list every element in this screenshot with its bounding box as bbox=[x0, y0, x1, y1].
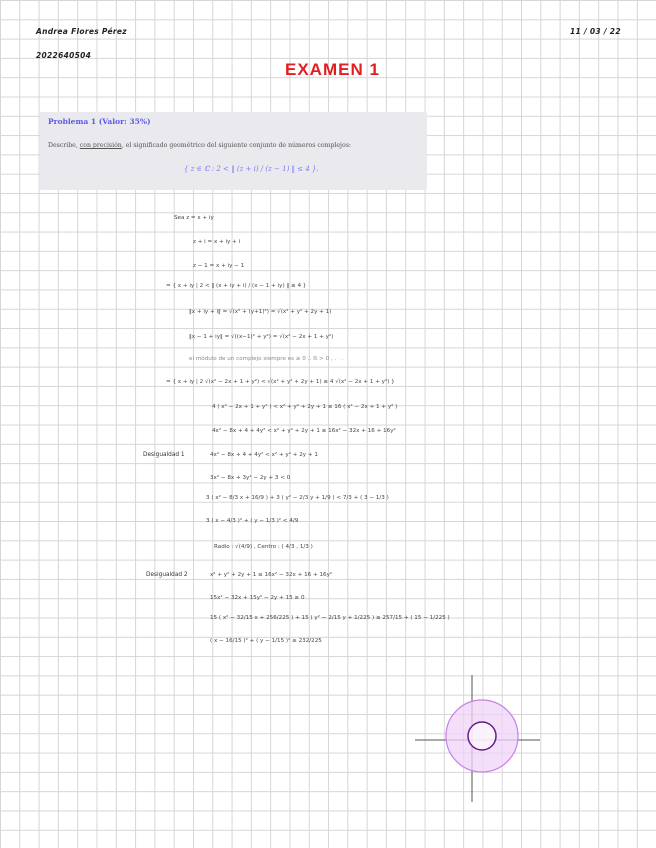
solution-line-18: 15 ( x² − 32/15 x + 256/225 ) + 15 ( y² − 2/15 y + 1/225 ) ≥ 257/15 + ( 15 − 1/225 ) bbox=[210, 615, 450, 621]
solution-line-10: 4x² − 8x + 4 + 4y² < x² + y² + 2y + 1 ≤ 16x² − 32x + 16 + 16y² bbox=[212, 428, 396, 434]
problem-set-expression: { z ∈ ℂ : 2 < ‖ (z + i) / (z − 1) ‖ ≤ 4 }. bbox=[184, 165, 319, 173]
inequality-2-label: Desigualdad 2 bbox=[146, 572, 188, 578]
solution-line-4: = { x + iy | 2 < ‖ (x + iy + i) / (x − 1 + iy) ‖ ≤ 4 } bbox=[166, 283, 307, 289]
solution-line-14: 3 ( x − 4/3 )² + ( y − 1/3 )² < 4/9 bbox=[206, 518, 299, 524]
annulus-diagram-icon bbox=[410, 670, 545, 805]
solution-line-8: = { x + iy | 2 √(x² − 2x + 1 + y²) < √(x² + y² + 2y + 1) ≤ 4 √(x² − 2x + 1 + y²) } bbox=[166, 379, 395, 385]
solution-line-13: 3 ( x² − 8/3 x + 16/9 ) + 3 ( y² − 2/3 y + 1/9 ) < 7/3 + ( 3 − 1/3 ) bbox=[206, 495, 389, 501]
solution-line-15: Radio : √(4/9) , Centro : ( 4/3 , 1/3 ) bbox=[214, 544, 313, 550]
inequality-1-label: Desigualdad 1 bbox=[143, 452, 185, 458]
solution-line-2: z + i = x + iy + i bbox=[193, 239, 241, 245]
author-name: Andrea Flores Pérez bbox=[36, 27, 127, 36]
problem-statement-box bbox=[40, 112, 427, 190]
problem-text-start: Describe, bbox=[48, 142, 80, 149]
student-id: 2022640504 bbox=[36, 51, 92, 60]
problem-text-underlined: con precisión bbox=[79, 142, 122, 149]
solution-line-1: Sea z = x + iy bbox=[174, 215, 214, 221]
solution-line-3: z − 1 = x + iy − 1 bbox=[193, 263, 245, 269]
solution-line-12: 3x² − 8x + 3y² − 2y + 3 < 0 bbox=[210, 475, 291, 481]
problem-heading: Problema 1 (Valor: 35%) bbox=[48, 117, 151, 126]
solution-line-17: 15x² − 32x + 15y² − 2y + 15 ≥ 0 bbox=[210, 595, 305, 601]
problem-text-end: , el significado geométrico del siguiente conjunto de números complejos: bbox=[121, 142, 351, 149]
solution-line-16: x² + y² + 2y + 1 ≤ 16x² − 32x + 16 + 16y² bbox=[210, 572, 333, 578]
solution-line-5: ‖x + iy + i‖ = √(x² + (y+1)²) = √(x² + y² + 2y + 1) bbox=[189, 309, 332, 315]
problem-text bbox=[48, 142, 351, 149]
solution-line-6: ‖x − 1 + iy‖ = √((x−1)² + y²) = √(x² − 2x + 1 + y²) bbox=[189, 334, 334, 340]
solution-line-11: 4x² − 8x + 4 + 4y² < x² + y² + 2y + 1 bbox=[210, 452, 318, 458]
exam-date: 11 / 03 / 22 bbox=[570, 27, 621, 36]
page-title: EXAMEN 1 bbox=[285, 60, 380, 79]
solution-line-19: ( x − 16/15 )² + ( y − 1/15 )² ≥ 232/225 bbox=[210, 638, 322, 644]
inner-circle bbox=[468, 722, 496, 750]
solution-line-7: el módulo de un complejo siempre es ≥ 0 ∴ ℝ > 0 , . · . bbox=[189, 356, 344, 362]
solution-line-9: 4 ( x² − 2x + 1 + y² ) < x² + y² + 2y + 1 ≤ 16 ( x² − 2x + 1 + y² ) bbox=[212, 404, 398, 410]
